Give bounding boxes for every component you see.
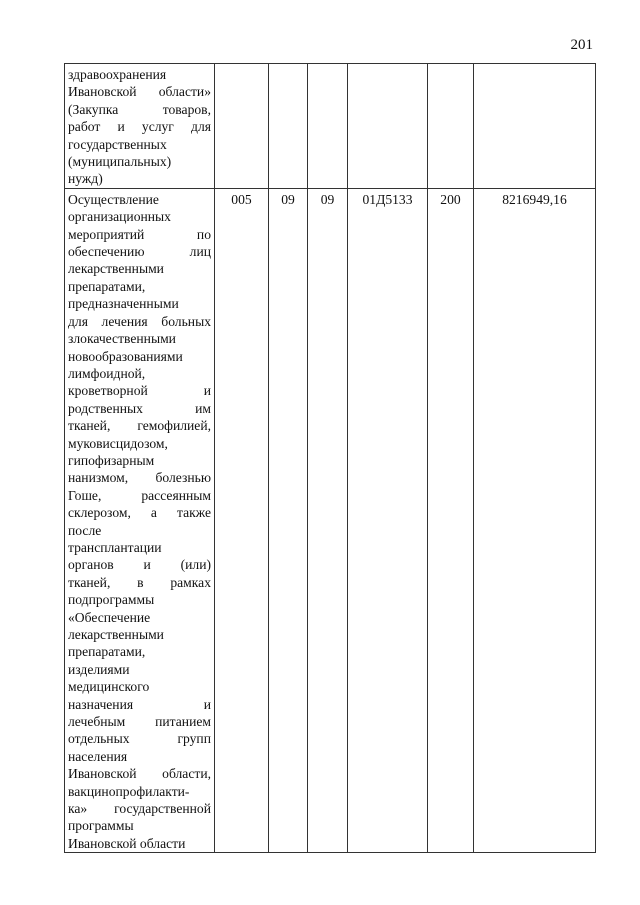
description-line: после [68,522,102,538]
target-article-cell [348,64,428,189]
description-line: тканей, гемофилией, [68,418,211,434]
description-line: препаратами, [68,278,146,294]
description-line: населения [68,748,128,764]
subsection-code-cell [308,64,348,189]
description-line: лекарственными [68,627,164,642]
page-number: 201 [570,37,593,53]
description-line: тканей, в рамках [68,574,211,590]
amount-cell [474,64,596,189]
description-cell [65,64,215,189]
section-code-cell [269,64,308,189]
description-line: муковисцидозом, [68,435,168,451]
description-line: органов и (или) [68,557,211,573]
description-line: изделиями [68,661,130,677]
description-line: для лечения больных [68,313,211,329]
description-line: программы [68,818,134,834]
description-line: Осуществление [68,191,159,207]
description-line: Ивановской области [68,835,186,851]
expense-type-cell [428,64,474,189]
description-line: работ и услуг для [68,119,211,135]
description-line: отдельных групп [68,731,211,747]
subsection-code-cell: 09 [308,188,348,852]
table-row [65,188,596,852]
description-cell [65,188,215,852]
section-code-cell: 09 [269,188,308,852]
description-line: лекарственными [68,261,164,277]
expense-type-cell: 200 [428,188,474,852]
description-line: «Обеспечение [68,609,151,625]
description-line: трансплантации [68,539,162,555]
description-line: лимфоидной, [68,365,146,381]
description-line: вакцинопрофилакти- [68,783,190,799]
description-line: здравоохранения [68,67,167,82]
description-line: Гоше, рассеянным [68,487,211,503]
table-row [65,64,596,189]
description-line: организационных [68,209,171,225]
description-line: мероприятий по [68,226,211,242]
description-line: нанизмом, болезнью [68,470,211,486]
description-line: (муниципальных) [68,154,172,170]
description-line: родственных им [68,400,211,416]
description-line: новообразованиями [68,348,183,364]
amount-cell: 8216949,16 [474,188,596,852]
description-line: препаратами, [68,644,146,660]
description-line: предназначенными [68,296,179,312]
description-line: назначения и [68,696,211,712]
description-line: (Закупка товаров, [68,101,211,117]
description-line: склерозом, а также [68,505,211,521]
description-line: подпрограммы [68,592,155,608]
description-line: Ивановской области, [68,766,211,782]
budget-table [64,63,596,853]
description-line: обеспечению лиц [68,244,211,260]
ministry-code-cell: 005 [215,188,269,852]
target-article-cell: 01Д5133 [348,188,428,852]
description-line: лечебным питанием [68,714,211,730]
description-line: медицинского [68,679,150,695]
description-line: кроветворной и [68,383,211,399]
description-line: нужд) [68,171,103,187]
ministry-code-cell [215,64,269,189]
description-line: злокачественными [68,331,176,347]
description-line: гипофизарным [68,452,155,468]
description-line: Ивановской области» [68,84,211,100]
description-line: государственных [68,136,167,152]
description-line: ка» государственной [68,801,211,817]
